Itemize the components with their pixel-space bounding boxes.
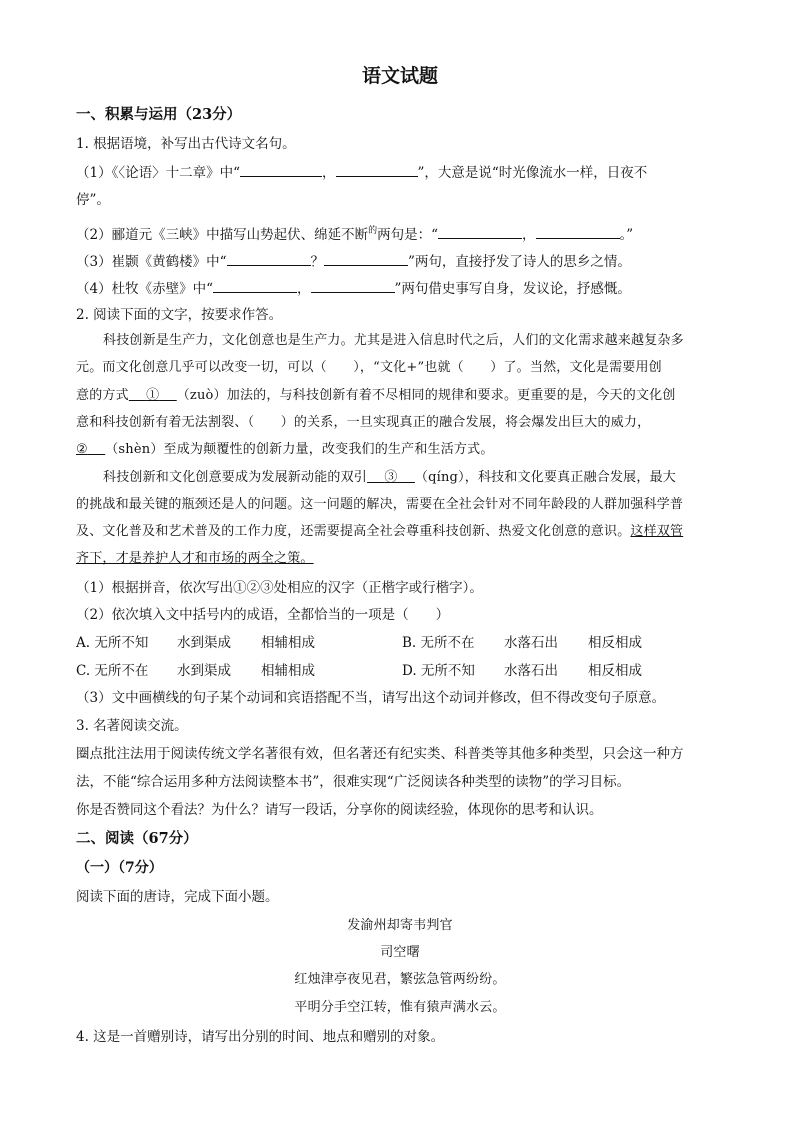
option-d-word3: 相反相成 — [588, 663, 642, 679]
option-d: D. 无所不知 — [402, 663, 475, 679]
q2-passage-line: 科技创新是生产力，文化创意也是生产力。尤其是进入信息时代之后，人们的文化需求越来越复杂多 — [103, 333, 684, 348]
q2-sub3: （3）文中画横线的句子某个动词和宾语搭配不当，请写出这个动词并修改，但不得改变句子原意。 — [76, 690, 666, 706]
q2-passage-line: 意的方式 ① （zuò）加法的，与科技创新有着不尽相同的规律和要求。更重要的是，今天的文化创 — [76, 388, 676, 403]
reading-intro: 阅读下面的唐诗，完成下面小题。 — [76, 889, 279, 905]
q1-part1-line2: 停”。 — [76, 192, 110, 208]
poem-line: 平明分手空江转，惟有猿声满水云。 — [294, 1000, 506, 1015]
answer-blank — [213, 278, 297, 293]
section-1-heading: 一、积累与运用（23分） — [76, 106, 242, 123]
option-a: A. 无所不知 — [76, 635, 149, 651]
blank-1: ① — [146, 388, 160, 403]
blank-3: ③ — [384, 470, 398, 485]
q2-passage-line: 科技创新和文化创意要成为发展新动能的双引 ③ （qíng），科技和文化要真正融合发展，最大 — [103, 470, 676, 485]
poem-line: 红烛津亭夜见君，繁弦急管两纷纷。 — [294, 972, 506, 987]
q1-part2: （2）郦道元《三峡》中描写山势起伏、绵延不断$^的$两句是：“ ， 。” — [76, 226, 634, 243]
poem-title: 发渝州却寄韦判官 — [347, 918, 453, 933]
part-1-heading: （一）（7分） — [76, 860, 163, 876]
blank-2: ② — [76, 442, 88, 457]
answer-blank — [311, 278, 395, 293]
q1-stem: 1. 根据语境，补写出古代诗文名句。 — [76, 136, 296, 152]
option-c-word3: 相辅相成 — [261, 663, 315, 679]
q2-passage-line: 元。而文化创意几乎可以改变一切，可以（ ），“文化+”也就（ ）了。当然，文化是需要用创 — [76, 360, 662, 375]
q1-part4: （4）杜牧《赤壁》中“ ， ”两句借史事写自身，发议论，抒感慨。 — [76, 278, 631, 299]
poem-author: 司空曙 — [380, 945, 420, 960]
option-c: C. 无所不在 — [76, 663, 149, 679]
underlined-sentence: 这样双管 — [630, 524, 684, 539]
option-c-word2: 水到渠成 — [177, 663, 231, 679]
answer-blank — [240, 162, 322, 177]
q3-text-line: 圈点批注法用于阅读传统文学名著很有效，但名著还有纪实类、科普类等其他多种类型，只会这一种方 — [76, 746, 684, 762]
option-a-word2: 水到渠成 — [177, 635, 231, 651]
q4-stem: 4. 这是一首赠别诗，请写出分别的时间、地点和赠别的对象。 — [76, 1029, 445, 1045]
option-b-word2: 水落石出 — [504, 635, 558, 651]
q2-passage-line: 的挑战和最关键的瓶颈还是人的问题。这一问题的解决，需要在全社会针对不同年龄段的人群加强科学普 — [76, 497, 684, 512]
answer-blank — [336, 162, 418, 177]
underlined-sentence: 齐下，才是养护人才和市场的两全之策。 — [76, 551, 314, 566]
answer-blank — [227, 251, 311, 266]
q1-part1-line1: （1）《〈论语〉十二章》中“ ， ”，大意是说“时光像流水一样，日夜不 — [76, 162, 647, 183]
answer-blank — [438, 224, 522, 239]
answer-blank — [536, 224, 620, 239]
q2-sub1: （1）根据拼音，依次写出①②③处相应的汉字（正楷字或行楷字）。 — [76, 580, 483, 596]
q2-passage-line: 及、文化普及和艺术普及的工作力度，还需要提高全社会尊重科技创新、热爱文化创意的意识。这样双管 — [76, 524, 684, 539]
answer-blank — [324, 251, 408, 266]
q2-stem: 2. 阅读下面的文字，按要求作答。 — [76, 307, 283, 323]
section-2-heading: 二、阅读（67分） — [76, 830, 198, 847]
q2-sub2: （2）依次填入文中括号内的成语，全都恰当的一项是（ ） — [76, 607, 450, 623]
q3-stem: 3. 名著阅读交流。 — [76, 718, 188, 734]
q2-passage-line: ② （shèn）至成为颠覆性的创新力量，改变我们的生产和生活方式。 — [76, 442, 494, 457]
option-a-word3: 相辅相成 — [261, 635, 315, 651]
q3-text-line: 你是否赞同这个看法？为什么？请写一段话，分享你的阅读经验，体现你的思考和认识。 — [76, 802, 603, 818]
q3-text-line: 法，不能“综合运用多种方法阅读整本书”，很难实现“广泛阅读各种类型的读物”的学习目标。 — [76, 774, 631, 790]
option-b-word3: 相反相成 — [588, 635, 642, 651]
option-d-word2: 水落石出 — [504, 663, 558, 679]
option-b: B. 无所不在 — [402, 635, 475, 651]
page-title: 语文试题 — [361, 65, 438, 87]
q2-passage-line: 意和科技创新有着无法割裂、（ ）的关系，一旦实现真正的融合发展，将会爆发出巨大的威力， — [76, 415, 651, 430]
q2-passage-line — [76, 549, 314, 569]
q1-part3: （3）崔颢《黄鹤楼》中“ ？ ”两句，直接抒发了诗人的思乡之情。 — [76, 251, 631, 272]
